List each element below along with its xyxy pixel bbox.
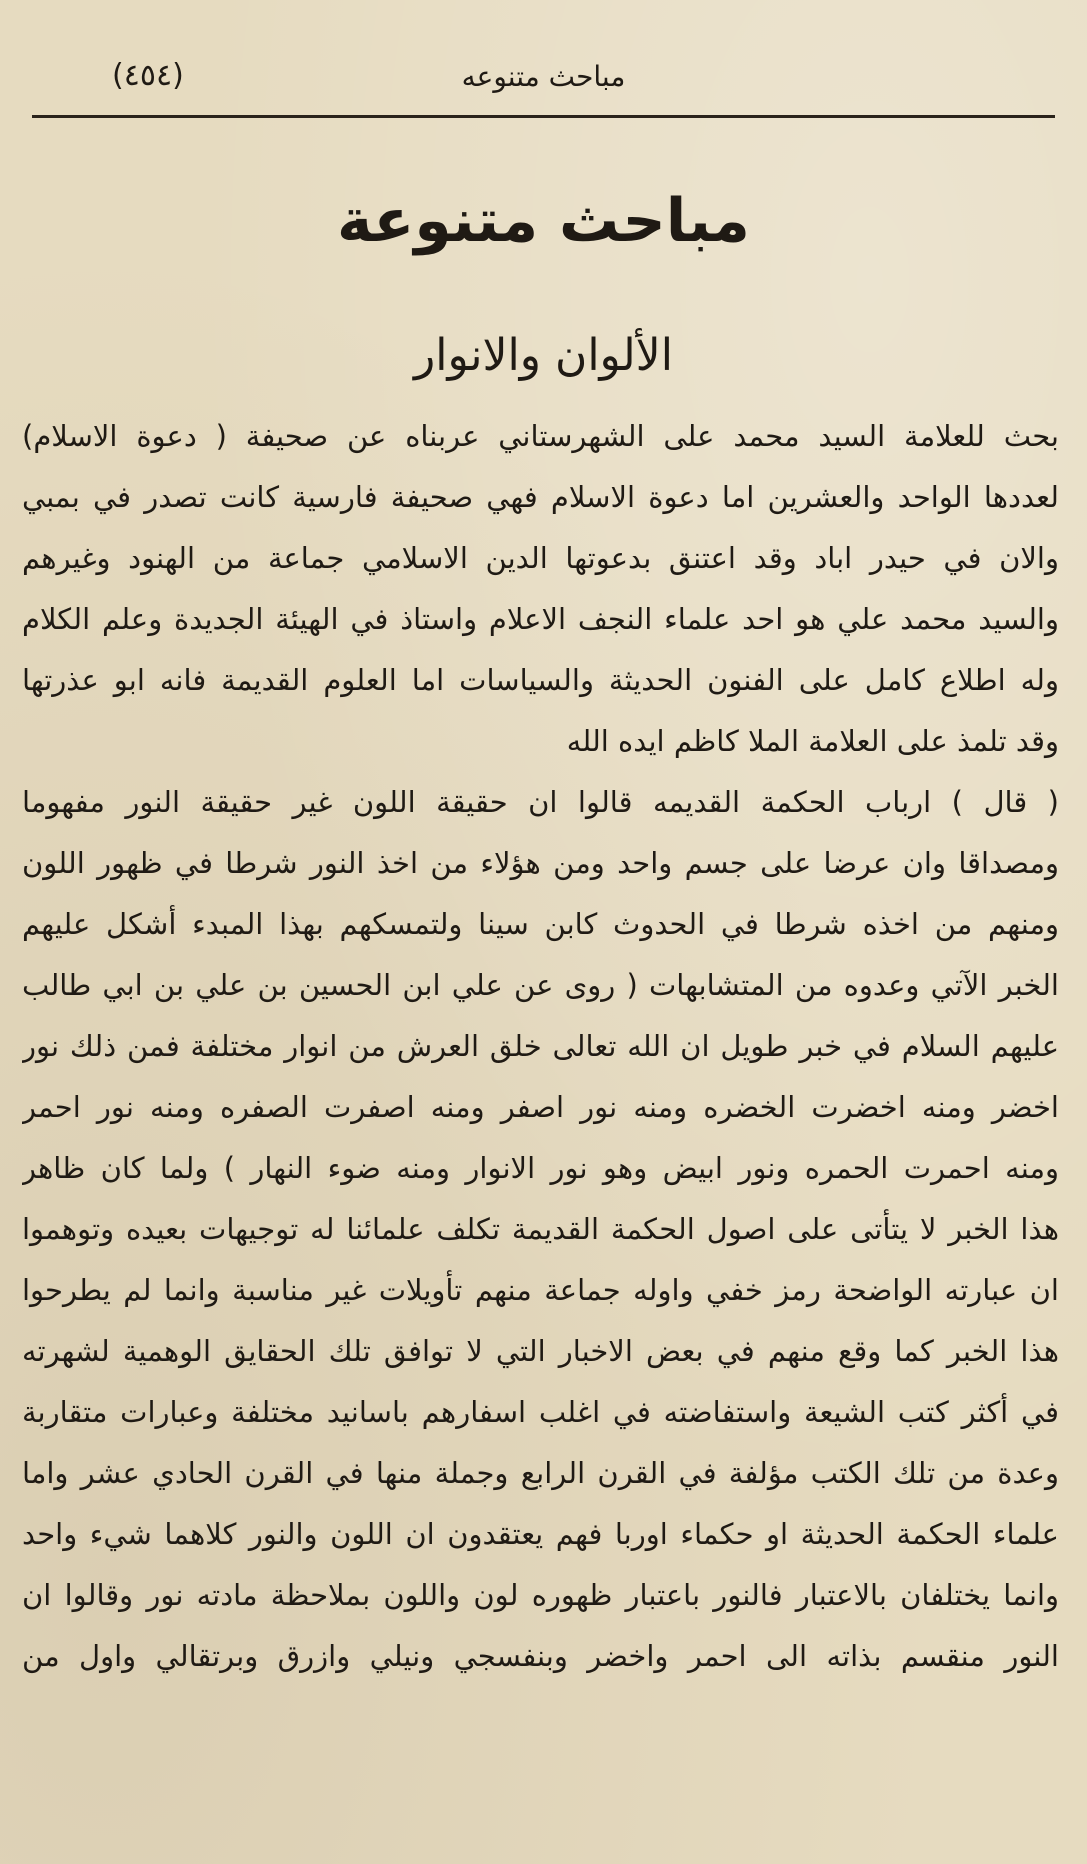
text-line: الخبر الآتي وعدوه من المتشابهات ( روى عن علي ابن الحسين بن علي بن ابي طالب — [22, 968, 1059, 1002]
running-header — [0, 52, 1087, 112]
text-line: وانما يختلفان بالاعتبار فالنور باعتبار ظهوره لون واللون بملاحظة مادته نور وقالوا ان — [22, 1578, 1059, 1612]
text-line: والسيد محمد علي هو احد علماء النجف الاعلام واستاذ في الهيئة الجديدة وعلم الكلام — [22, 602, 1059, 636]
text-line: وقد تلمذ على العلامة الملا كاظم ايده الله — [566, 724, 1059, 758]
text-line: النور منقسم بذاته الى احمر واخضر وبنفسجي ونيلي وازرق وبرتقالي واول من — [22, 1639, 1059, 1673]
text-line: اخضر ومنه اخضرت الخضره ومنه نور اصفر ومنه اصفرت الصفره ومنه نور احمر — [22, 1090, 1059, 1124]
text-line: وعدة من تلك الكتب مؤلفة في القرن الرابع وجملة منها في القرن الحادي عشر واما — [22, 1456, 1059, 1490]
text-line: بحث للعلامة السيد محمد على الشهرستاني عربناه عن صحيفة ( دعوة الاسلام) — [22, 419, 1059, 453]
article-title: الألوان والانوار — [414, 330, 673, 381]
header-rule — [32, 115, 1055, 118]
page-number: (٤٥٤) — [112, 58, 184, 93]
text-line: هذا الخبر كما وقع منهم في بعض الاخبار التي لا توافق تلك الحقايق الوهمية لشهرته — [22, 1334, 1059, 1368]
text-line: ان عبارته الواضحة رمز خفي واوله جماعة منهم تأويلات غير مناسبة وانما لم يطرحوا — [22, 1273, 1059, 1307]
section-title: مباحث متنوعة — [337, 186, 750, 256]
text-line: في أكثر كتب الشيعة واستفاضته في اغلب اسفارهم باسانيد مختلفة وعبارات متقاربة — [22, 1395, 1059, 1429]
text-line: عليهم السلام في خبر طويل ان الله تعالى خلق العرش من انوار مختلفة فمن ذلك نور — [22, 1029, 1059, 1063]
text-line: لعددها الواحد والعشرين اما دعوة الاسلام فهي صحيفة فارسية كانت تصدر في بمبي — [22, 480, 1059, 514]
text-line: هذا الخبر لا يتأتى على اصول الحكمة القديمة تكلف علمائنا له توجيهات بعيده وتوهموا — [22, 1212, 1059, 1246]
text-line: ومصداقا وان عرضا على جسم واحد ومن هؤلاء من اخذ النور شرطا في ظهور اللون — [22, 846, 1059, 880]
running-title: مباحث متنوعه — [461, 60, 626, 93]
text-line: ومنه احمرت الحمره ونور ابيض وهو نور الانوار ومنه ضوء النهار ) ولما كان ظاهر — [22, 1151, 1059, 1185]
text-line: وله اطلاع كامل على الفنون الحديثة والسياسات اما العلوم القديمة فانه ابو عذرتها — [22, 663, 1059, 697]
text-line: ( قال ) ارباب الحكمة القديمه قالوا ان حقيقة اللون غير حقيقة النور مفهوما — [22, 785, 1059, 819]
text-line: علماء الحكمة الحديثة او حكماء اوربا فهم يعتقدون ان اللون والنور كلاهما شيء واحد — [22, 1517, 1059, 1551]
text-line: والان في حيدر اباد وقد اعتنق بدعوتها الدين الاسلامي جماعة من الهنود وغيرهم — [22, 541, 1059, 575]
body-text — [22, 406, 1059, 1687]
text-line: ومنهم من اخذه شرطا في الحدوث كابن سينا ولتمسكهم بهذا المبدء أشكل عليهم — [22, 907, 1059, 941]
